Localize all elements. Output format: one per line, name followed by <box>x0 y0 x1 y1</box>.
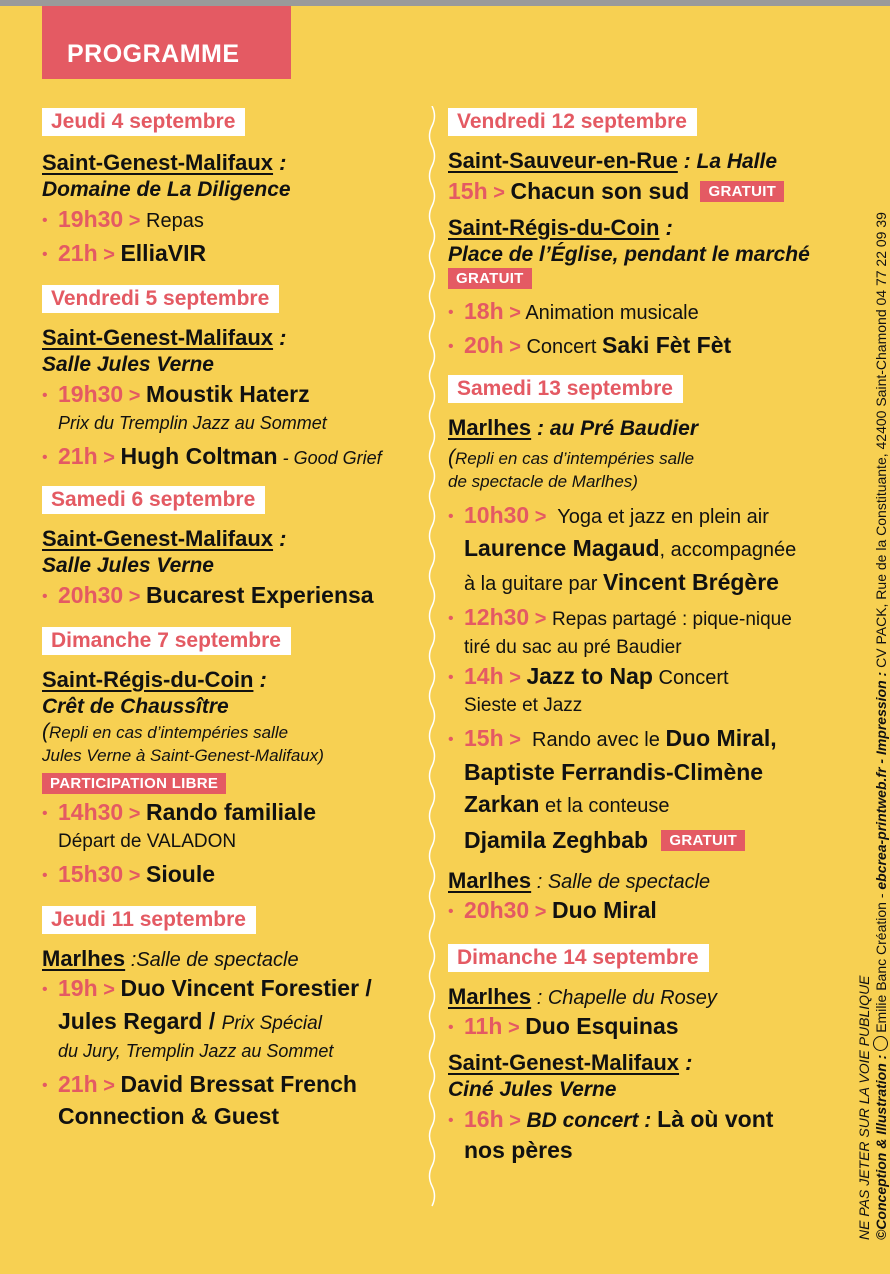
free-badge: GRATUIT <box>700 181 784 202</box>
note-line: Repli en cas d’intempéries salle <box>455 449 695 468</box>
credit-logo-icon <box>873 1036 888 1051</box>
day-block <box>448 944 838 1163</box>
arrow-icon: > <box>509 302 521 324</box>
day-block <box>42 906 422 1130</box>
event-time: 21h <box>58 240 98 266</box>
event-text: à la guitare par <box>464 573 603 595</box>
event-artist: Laurence Magaud <box>464 535 660 561</box>
credit-web: ebcrea-printweb.fr - <box>873 755 889 890</box>
arrow-icon: > <box>534 608 547 630</box>
weather-note-2: de spectacle de Marlhes) <box>448 472 638 491</box>
day-label: Vendredi 5 septembre <box>42 285 279 313</box>
colon: : <box>659 215 673 240</box>
print-label: Impression : <box>873 667 889 756</box>
event-artist: Saki Fèt Fèt <box>602 332 732 358</box>
event-time: 19h30 <box>58 381 124 407</box>
free-badge: GRATUIT <box>661 830 745 851</box>
place-name: Marlhes <box>448 984 532 1009</box>
day-block <box>42 285 422 474</box>
day-block <box>42 486 422 613</box>
event-item <box>448 601 838 636</box>
event-item <box>42 972 422 1006</box>
wavy-divider <box>426 106 438 1216</box>
arrow-icon: > <box>128 865 141 887</box>
colon: : <box>273 150 287 175</box>
event-text-2: Sieste et Jazz <box>464 695 583 716</box>
credit-name: Emilie Banc Création - <box>873 889 889 1033</box>
event-artist: Duo Miral <box>552 897 657 923</box>
event-artist: Moustik Haterz <box>146 381 310 407</box>
colon: : <box>679 1050 693 1075</box>
print-text: CV PACK, Rue de la Constituante, 42400 Saint-Chamond 04 77 22 09 39 <box>873 212 889 668</box>
event-artist-2: Connection & Guest <box>58 1103 280 1129</box>
day-label: Vendredi 12 septembre <box>448 108 697 136</box>
day-label: Jeudi 4 septembre <box>42 108 245 136</box>
arrow-icon: > <box>103 1075 115 1097</box>
right-column <box>448 108 838 1171</box>
event-item <box>448 1103 838 1137</box>
event-artist: Duo Vincent Forestier / <box>120 975 372 1001</box>
event-time: 20h <box>464 332 504 358</box>
place-name: Saint-Genest-Malifaux <box>42 325 274 350</box>
event-artist: Duo Miral, <box>665 725 777 751</box>
colon: : <box>273 325 287 350</box>
arrow-icon: > <box>103 447 115 469</box>
arrow-icon: > <box>128 586 141 608</box>
event-item <box>42 1068 422 1102</box>
venue: : La Halle <box>677 150 778 173</box>
event-text: Animation musicale <box>525 302 699 324</box>
participation-badge: PARTICIPATION LIBRE <box>42 773 226 794</box>
weather-note <box>448 446 838 470</box>
venue: Ciné Jules Verne <box>448 1078 617 1101</box>
event-text: , accompagnée <box>659 539 797 561</box>
event-text-2: tiré du sac au pré Baudier <box>464 637 682 658</box>
note-paren: ( <box>448 446 455 469</box>
place-name: Marlhes <box>448 868 532 893</box>
event-artist: David Bressat French <box>120 1071 357 1097</box>
arrow-icon: > <box>534 901 547 923</box>
arrow-icon: > <box>509 667 521 689</box>
event-time: 19h30 <box>58 206 124 232</box>
event-artist: Vincent Brégère <box>602 569 779 595</box>
event-subtitle: Départ de VALADON <box>58 831 237 852</box>
arrow-icon: > <box>534 506 547 528</box>
event-subtitle: Prix du Tremplin Jazz au Sommet <box>58 413 327 433</box>
venue: Place de l’Église, pendant le marché <box>448 243 810 266</box>
event-prize: Prix Spécial <box>221 1013 322 1034</box>
day-block <box>448 375 838 928</box>
event-time: 11h <box>464 1013 503 1039</box>
venue: : Salle de spectacle <box>531 871 711 893</box>
day-block <box>448 108 838 363</box>
event-item <box>448 894 838 928</box>
event-item <box>448 499 838 533</box>
note-line: Repli en cas d’intempéries salle <box>49 723 289 742</box>
event-time: 20h30 <box>464 897 530 923</box>
day-label: Dimanche 7 septembre <box>42 627 291 655</box>
event-item <box>448 175 838 209</box>
weather-note-2: Jules Verne à Saint-Genest-Malifaux) <box>42 746 324 765</box>
left-column <box>42 108 422 1138</box>
event-time: 15h <box>448 178 488 204</box>
event-item <box>42 579 422 613</box>
free-badge: GRATUIT <box>448 268 532 289</box>
day-label: Samedi 6 septembre <box>42 486 265 514</box>
programme-title: PROGRAMME <box>42 6 291 79</box>
event-artist: Sioule <box>146 861 216 887</box>
venue: : Chapelle du Rosey <box>531 987 717 1009</box>
arrow-icon: > <box>103 979 115 1001</box>
event-time: 12h30 <box>464 604 530 630</box>
litter-notice: NE PAS JETER SUR LA VOIE PUBLIQUE <box>856 975 872 1240</box>
arrow-icon: > <box>509 729 521 751</box>
place-name: Saint-Sauveur-en-Rue <box>448 148 678 173</box>
event-item <box>42 237 422 271</box>
event-text: et la conteuse <box>539 795 670 817</box>
event-text: Concert <box>526 336 603 358</box>
event-text: Repas <box>146 210 204 232</box>
arrow-icon: > <box>128 803 141 825</box>
event-prize-2: du Jury, Tremplin Jazz au Sommet <box>58 1041 334 1061</box>
credit-label: ©Conception & Illustration : <box>873 1050 889 1240</box>
venue: : au Pré Baudier <box>531 417 699 440</box>
place-name: Saint-Genest-Malifaux <box>42 526 274 551</box>
event-artist: Chacun son sud <box>510 178 690 204</box>
note-paren: ( <box>42 720 49 743</box>
event-artist: ElliaVIR <box>120 240 207 266</box>
event-time: 20h30 <box>58 582 124 608</box>
day-label: Jeudi 11 septembre <box>42 906 256 934</box>
colon: : <box>273 526 287 551</box>
day-block <box>42 108 422 271</box>
event-item <box>42 796 422 830</box>
place-name: Marlhes <box>42 946 126 971</box>
event-artist: Jazz to Nap <box>526 663 653 689</box>
event-time: 15h <box>464 725 504 751</box>
arrow-icon: > <box>128 385 141 407</box>
event-artist: Là où vont <box>657 1106 774 1132</box>
event-label: BD concert : <box>526 1109 658 1132</box>
event-artist: Jules Regard / <box>58 1008 222 1034</box>
event-item <box>448 660 838 694</box>
event-text: Repas partagé : pique-nique <box>552 609 792 630</box>
place-name: Saint-Genest-Malifaux <box>448 1050 680 1075</box>
venue: Salle Jules Verne <box>42 554 214 577</box>
event-item <box>42 203 422 237</box>
event-artist: Rando familiale <box>146 799 317 825</box>
event-text: Rando avec le <box>532 729 666 751</box>
venue: Crêt de Chaussître <box>42 695 229 718</box>
event-item <box>448 295 838 329</box>
venue: Salle de spectacle <box>136 949 299 971</box>
event-time: 15h30 <box>58 861 124 887</box>
vertical-credits <box>856 60 890 1240</box>
event-text: Yoga et jazz en plein air <box>557 506 769 528</box>
event-item <box>42 440 422 474</box>
event-item <box>42 378 422 412</box>
venue: Salle Jules Verne <box>42 353 214 376</box>
event-item <box>448 1010 838 1044</box>
colon: : <box>125 949 137 971</box>
arrow-icon: > <box>128 210 141 232</box>
event-artist: Hugh Coltman <box>120 443 278 469</box>
event-time: 14h30 <box>58 799 124 825</box>
event-artist: Zarkan <box>464 791 540 817</box>
event-artist: Baptiste Ferrandis-Climène <box>464 759 764 785</box>
event-artist: Bucarest Experiensa <box>146 582 374 608</box>
event-time: 10h30 <box>464 502 530 528</box>
arrow-icon: > <box>509 1110 521 1132</box>
event-text: Concert <box>652 667 729 689</box>
day-label: Dimanche 14 septembre <box>448 944 709 972</box>
event-artist: Djamila Zeghbab <box>464 827 649 853</box>
event-item <box>448 722 838 756</box>
place-name: Marlhes <box>448 415 532 440</box>
credits-line <box>873 60 890 1240</box>
day-label: Samedi 13 septembre <box>448 375 683 403</box>
arrow-icon: > <box>103 244 115 266</box>
place-name: Saint-Régis-du-Coin <box>448 215 660 240</box>
event-item <box>42 858 422 892</box>
event-time: 21h <box>58 1071 98 1097</box>
day-block <box>42 627 422 892</box>
colon: : <box>253 667 267 692</box>
place-name: Saint-Genest-Malifaux <box>42 150 274 175</box>
place-name: Saint-Régis-du-Coin <box>42 667 254 692</box>
event-time: 14h <box>464 663 504 689</box>
event-item <box>448 329 838 363</box>
event-time: 21h <box>58 443 98 469</box>
event-extra: - Good Grief <box>277 448 382 468</box>
event-time: 19h <box>58 975 98 1001</box>
arrow-icon: > <box>509 336 521 358</box>
event-artist: Duo Esquinas <box>525 1013 679 1039</box>
venue: Domaine de La Diligence <box>42 178 291 201</box>
event-time: 16h <box>464 1106 504 1132</box>
event-artist-2: nos pères <box>464 1137 573 1163</box>
weather-note <box>42 720 422 744</box>
event-time: 18h <box>464 298 504 324</box>
arrow-icon: > <box>507 1017 520 1039</box>
arrow-icon: > <box>493 182 505 204</box>
